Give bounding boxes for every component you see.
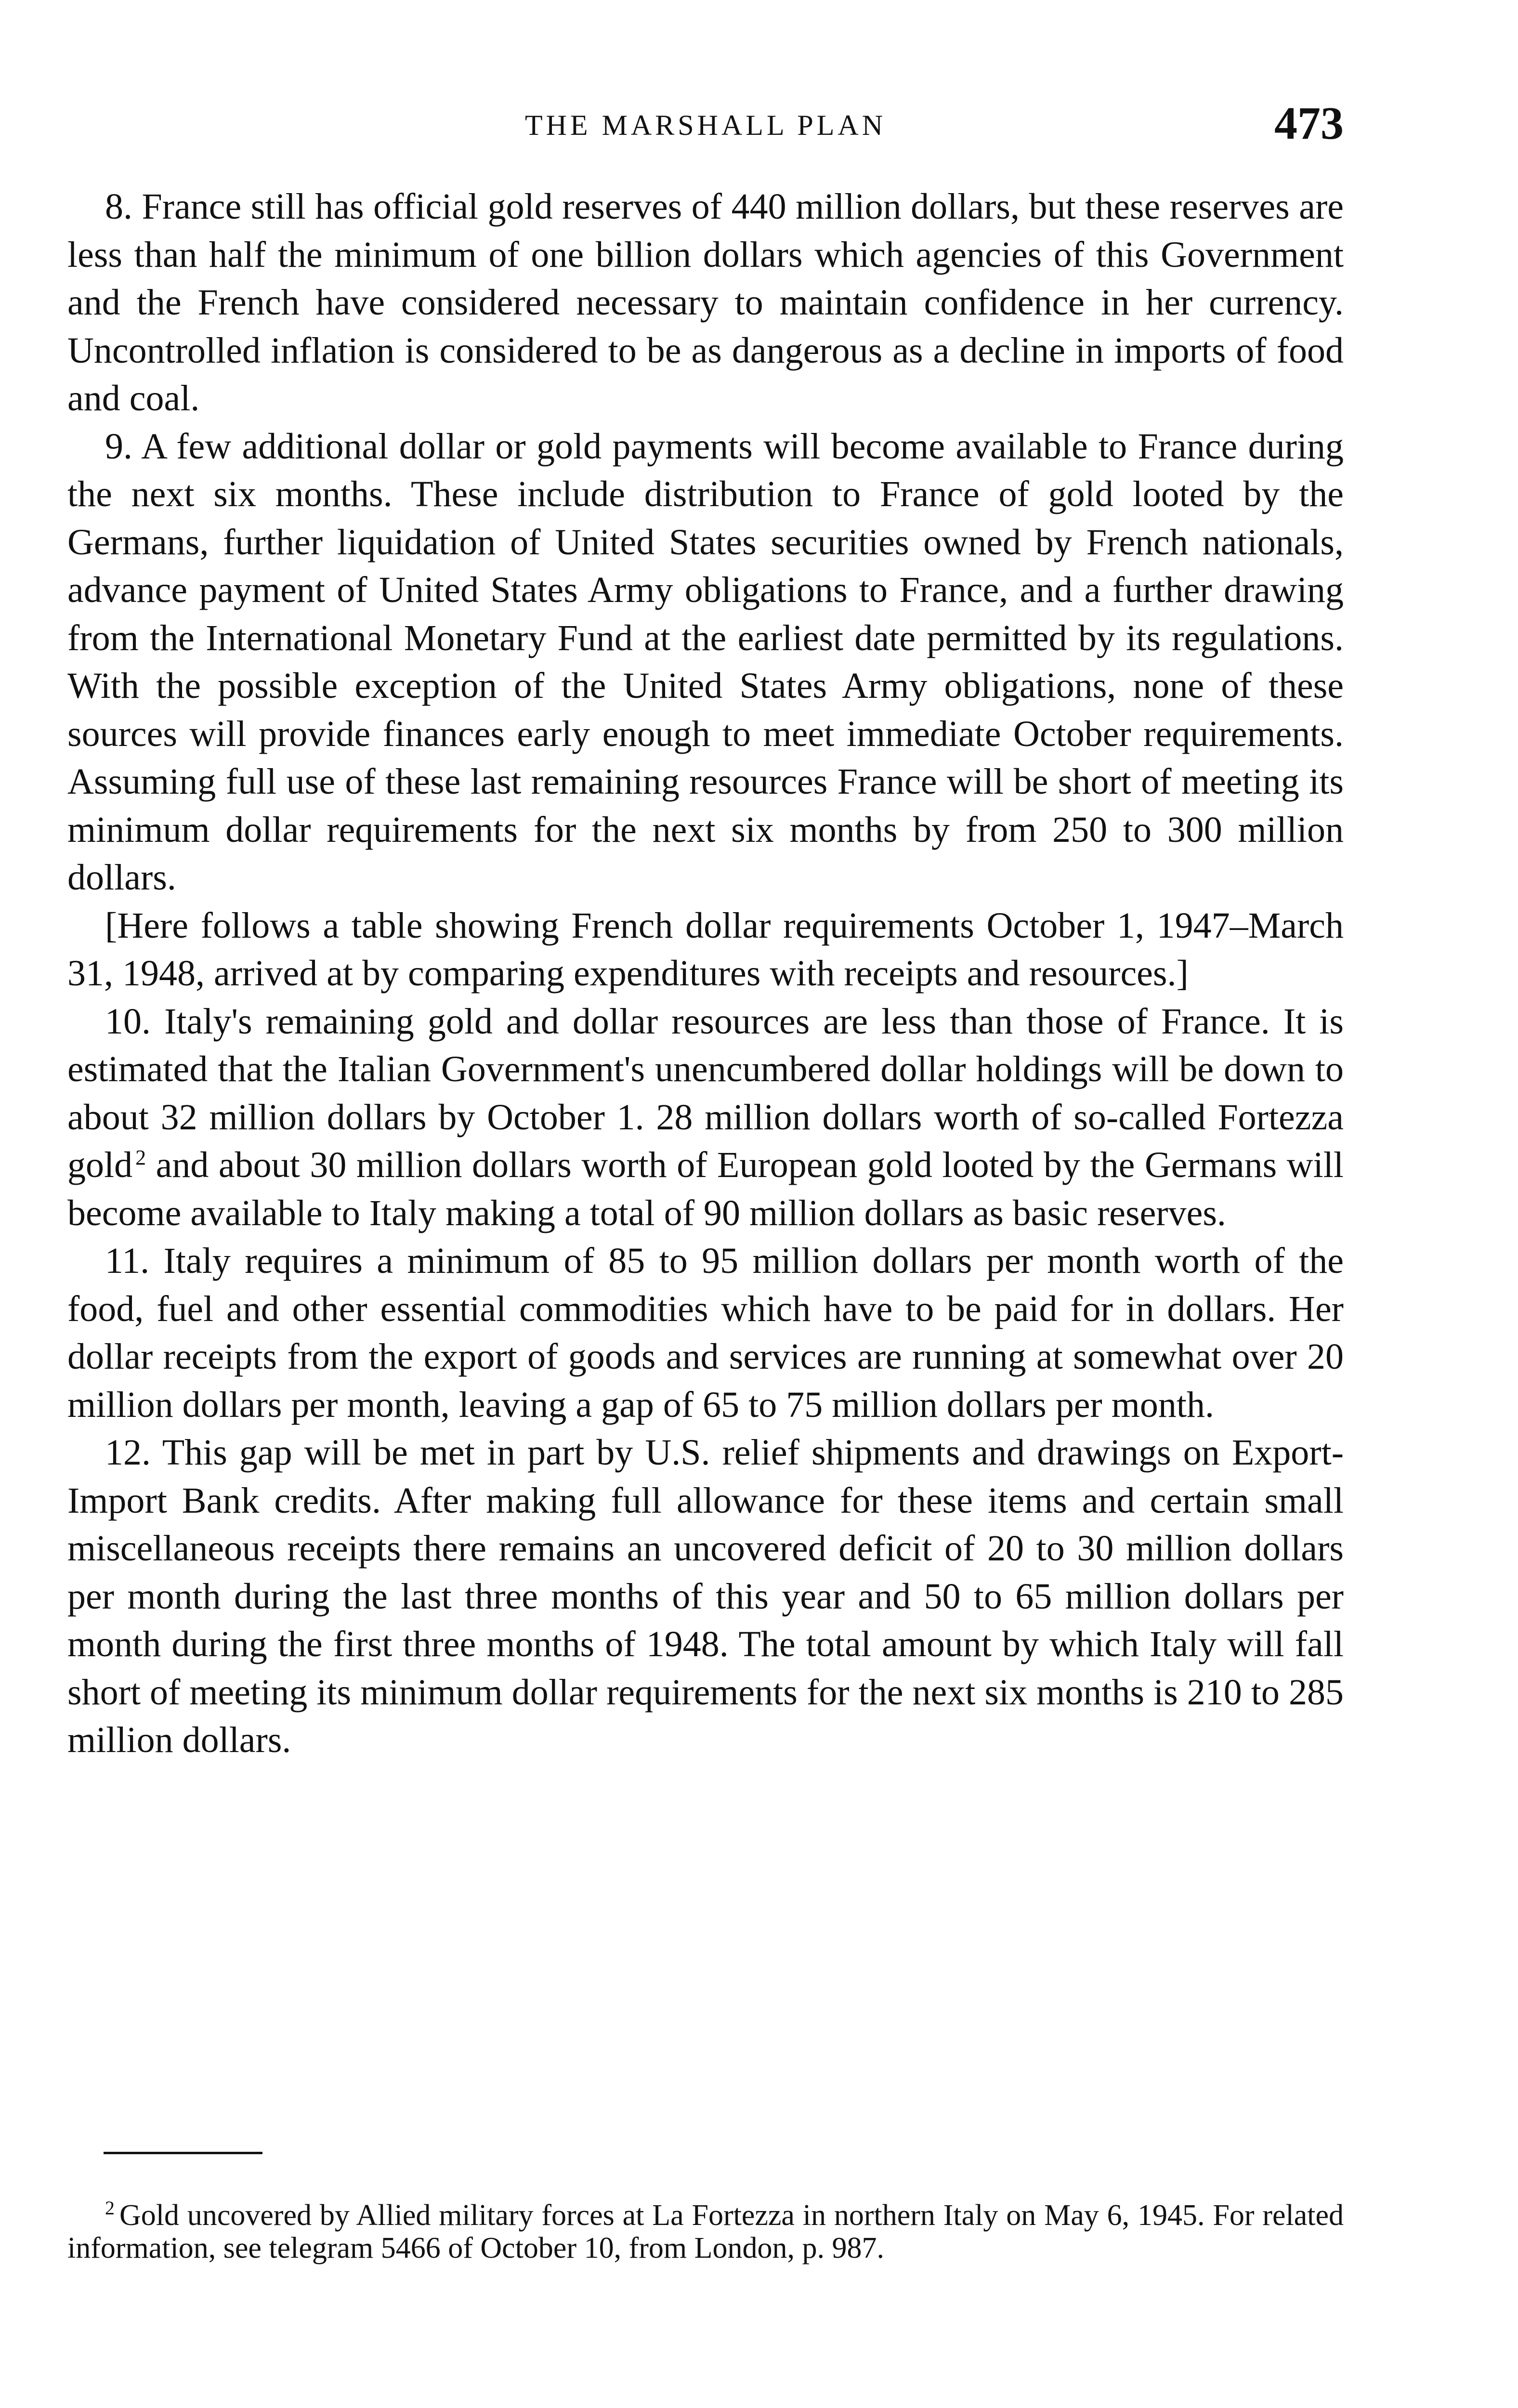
running-head — [67, 96, 1344, 149]
page-number: 473 — [1274, 97, 1344, 149]
footnote-divider — [104, 2152, 262, 2154]
paragraph-10-text-end: and about 30 million dollars worth of European gold looted by the Germans will become available to Italy making a total of 90 million dollars as basic reserves. — [67, 1145, 1344, 1233]
footnote-marker: 2 — [105, 2197, 115, 2219]
paragraph-10 — [67, 998, 1344, 1238]
running-title: THE MARSHALL PLAN — [524, 109, 887, 141]
paragraph-12: 12. This gap will be met in part by U.S. relief shipments and drawings on Export-Import Bank credits. After making full allowance for these items and certain small miscellaneous receipts there remains an uncovered deficit of 20 to 30 million dollars per month during the last three months of this year and 50 to 65 million dollars per month during the first three months of 1948. The total amount by which Italy will fall short of meeting its minimum dollar requirements for the next six months is 210 to 285 million dollars. — [67, 1432, 1344, 1760]
body-text — [67, 183, 1344, 1765]
editorial-note: [Here follows a table showing French dollar requirements October 1, 1947–March 31, 1948, arrived at by comparing expenditures with receipts and resources.] — [67, 905, 1344, 994]
paragraph-9: 9. A few additional dollar or gold payments will become available to France during the next six months. These include distribution to France of gold looted by the Germans, further liquidation of United States securities owned by French nationals, advance payment of United States Army obligations to France, and a further drawing from the International Monetary Fund at the earliest date permitted by its regulations. With the possible exception of the United States Army obligations, none of these sources will provide finances early enough to meet immediate October requirements. Assuming full use of these last remaining resources France will be short of meeting its minimum dollar requirements for the next six months by from 250 to 300 million dollars. — [67, 426, 1344, 898]
paragraph-11: 11. Italy requires a minimum of 85 to 95 million dollars per month worth of the food, fuel and other essential commodities which have to be paid for in dollars. Her dollar receipts from the export of goods and services are running at somewhat over 20 million dollars per month, leaving a gap of 65 to 75 million dollars per month. — [67, 1241, 1344, 1425]
paragraph-10-text-start: 10. Italy's remaining gold and dollar resources are less than those of France. It is estimated that the Italian Government's unencumbered dollar holdings will be down to about 32 million dollars by October 1. 28 million dollars worth of so-called Fortezza gold — [67, 1001, 1344, 1185]
footnote — [67, 2199, 1344, 2264]
footnote-text: Gold uncovered by Allied military forces at La Fortezza in northern Italy on May 6, 1945. For related information, see telegram 5466 of October 10, from London, p. 987. — [67, 2199, 1344, 2264]
footnote-reference: 2 — [135, 1145, 146, 1169]
paragraph-8: 8. France still has official gold reserves of 440 million dollars, but these reserves are less than half the minimum of one billion dollars which agencies of this Government and the French have considered necessary to maintain confidence in her currency. Uncontrolled inflation is considered to be as dangerous as a decline in imports of food and coal. — [67, 186, 1344, 419]
